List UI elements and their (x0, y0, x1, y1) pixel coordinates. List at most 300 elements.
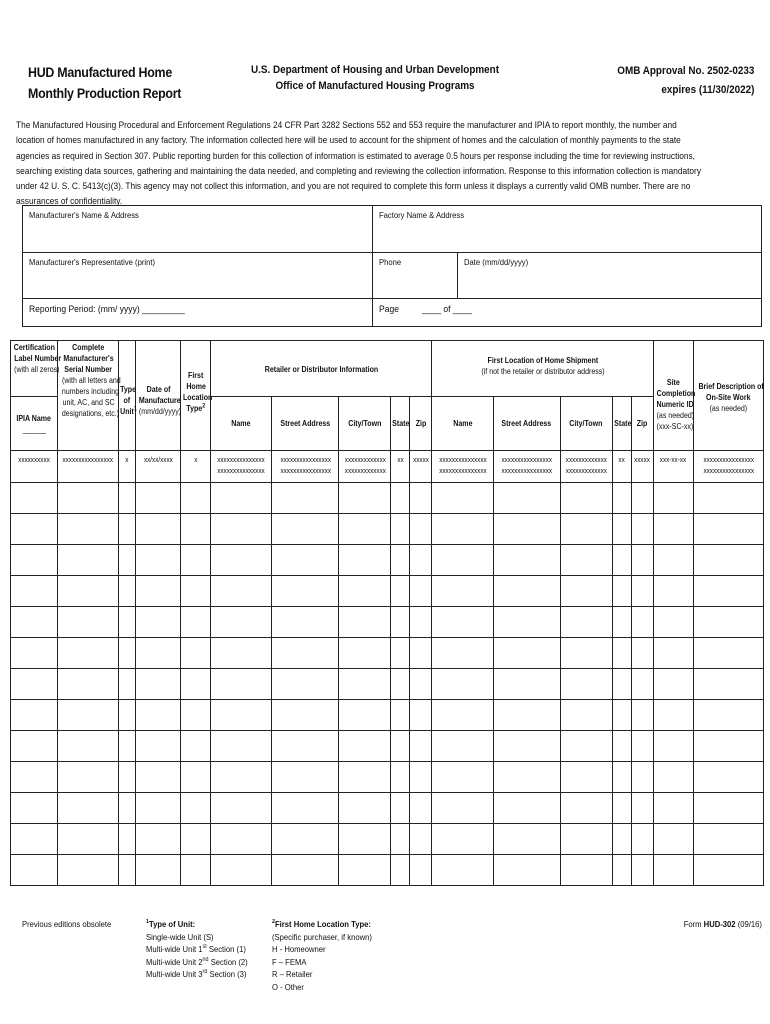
table-cell[interactable] (410, 855, 432, 886)
table-cell[interactable] (493, 483, 560, 514)
table-cell[interactable] (136, 514, 181, 545)
table-cell[interactable] (136, 731, 181, 762)
table-cell[interactable] (181, 638, 211, 669)
table-cell[interactable] (211, 483, 272, 514)
table-cell[interactable] (11, 855, 58, 886)
manufacturer-name-field[interactable] (23, 206, 373, 253)
table-cell[interactable] (693, 793, 763, 824)
table-cell[interactable] (211, 762, 272, 793)
site-header-l2: Completion (656, 389, 696, 398)
table-cell[interactable] (339, 824, 391, 855)
site-header-l3: Numeric ID (656, 400, 694, 409)
table-cell[interactable] (432, 700, 493, 731)
table-cell[interactable] (136, 483, 181, 514)
loc-legend-retailer: R – Retailer (272, 969, 313, 979)
type-of-unit-legend (146, 918, 259, 981)
table-cell[interactable] (136, 855, 181, 886)
table-row (11, 607, 764, 638)
table-cell[interactable] (339, 669, 391, 700)
retailer-name-label: Name (231, 419, 251, 428)
table-cell[interactable] (653, 762, 693, 793)
table-cell[interactable] (119, 700, 136, 731)
table-cell[interactable] (211, 793, 272, 824)
table-cell[interactable] (410, 607, 432, 638)
table-cell[interactable] (11, 700, 58, 731)
table-cell[interactable] (432, 855, 493, 886)
table-cell[interactable] (339, 700, 391, 731)
serial-header-l1: Complete (72, 343, 105, 352)
form-number (675, 918, 762, 931)
table-cell[interactable] (631, 607, 653, 638)
table-cell[interactable] (272, 762, 339, 793)
burden-statement: The Manufactured Housing Procedural and Enforcement Regulations 24 CFR Part 3282 Sections 552 and 553 require the manufacturer and IPIA to report monthly, the number and location of homes manufactured in any factory. The information collected here will be used to account for the shipment of homes and the calculation of monthly payments to the state agencies as required in Section 307. Public reporting burden for this collection of information is estimated to average 0.5 hours per response including the time for reviewing instructions, searching existing data sources, gathering and maintaining the data needed, and completing and reviewing the collection information. Response to this information collection is mandatory under 42 U. S. C. 5413(c)(3). This agency may not collect this information, and you are not required to complete this form unless it displays a currently valid OMB number. There are no assurances of confidentiality. (16, 120, 701, 207)
example-retailer-state-text: xx (397, 455, 404, 464)
table-cell[interactable] (432, 824, 493, 855)
table-cell[interactable] (612, 855, 631, 886)
example-retailer-name-2: xxxxxxxxxxxxxxx (217, 466, 265, 475)
table-cell[interactable] (631, 762, 653, 793)
table-cell[interactable] (136, 607, 181, 638)
table-cell[interactable] (136, 700, 181, 731)
table-cell[interactable] (136, 576, 181, 607)
retailer-zip-header (410, 397, 432, 451)
cert-header-l3: (with all zeros) (14, 365, 60, 374)
table-cell[interactable] (631, 545, 653, 576)
table-cell[interactable] (339, 762, 391, 793)
table-cell[interactable] (339, 607, 391, 638)
table-cell[interactable] (58, 793, 119, 824)
table-cell[interactable] (631, 824, 653, 855)
table-cell[interactable] (339, 638, 391, 669)
table-cell[interactable] (339, 731, 391, 762)
table-cell[interactable] (272, 638, 339, 669)
table-cell[interactable] (612, 824, 631, 855)
example-shipment-name-1: xxxxxxxxxxxxxxx (438, 455, 487, 464)
table-cell[interactable] (339, 855, 391, 886)
example-shipment-name-2: xxxxxxxxxxxxxxx (438, 466, 487, 475)
date-field[interactable] (458, 253, 762, 299)
retailer-zip-label: Zip (415, 419, 427, 428)
table-cell[interactable] (272, 514, 339, 545)
table-cell[interactable] (560, 514, 612, 545)
table-cell[interactable] (693, 514, 763, 545)
table-cell[interactable] (391, 638, 410, 669)
table-cell[interactable] (560, 793, 612, 824)
table-cell[interactable] (560, 700, 612, 731)
representative-field[interactable] (23, 253, 373, 299)
table-cell[interactable] (136, 545, 181, 576)
table-cell[interactable] (58, 545, 119, 576)
omb-expires: expires (11/30/2022) (660, 84, 754, 96)
table-cell[interactable] (493, 793, 560, 824)
table-cell[interactable] (272, 576, 339, 607)
table-cell[interactable] (493, 855, 560, 886)
table-row (11, 700, 764, 731)
table-cell[interactable] (653, 700, 693, 731)
serial-header-l6: unit, AC, and SC (62, 398, 115, 407)
table-cell[interactable] (58, 669, 119, 700)
table-cell[interactable] (410, 669, 432, 700)
table-cell[interactable] (693, 855, 763, 886)
brief-description-header (693, 341, 763, 451)
table-cell[interactable] (211, 545, 272, 576)
table-cell[interactable] (58, 576, 119, 607)
table-cell[interactable] (560, 638, 612, 669)
table-cell[interactable] (391, 855, 410, 886)
table-cell[interactable] (560, 576, 612, 607)
example-shipment-street (493, 451, 560, 483)
table-cell[interactable] (181, 855, 211, 886)
table-cell[interactable] (612, 576, 631, 607)
table-cell[interactable] (11, 607, 58, 638)
table-cell[interactable] (410, 545, 432, 576)
table-cell[interactable] (410, 483, 432, 514)
table-cell[interactable] (119, 607, 136, 638)
table-cell[interactable] (211, 638, 272, 669)
table-cell[interactable] (631, 514, 653, 545)
table-cell[interactable] (272, 855, 339, 886)
table-cell[interactable] (181, 762, 211, 793)
table-cell[interactable] (493, 700, 560, 731)
form-title (28, 62, 181, 104)
shipment-state-label: State (613, 419, 632, 428)
retailer-city-header (339, 397, 391, 451)
table-cell[interactable] (11, 762, 58, 793)
table-cell[interactable] (272, 669, 339, 700)
table-cell[interactable] (493, 545, 560, 576)
table-cell[interactable] (272, 793, 339, 824)
example-retailer-name-1: xxxxxxxxxxxxxxx (217, 455, 265, 464)
example-serial-text: xxxxxxxxxxxxxxxx (62, 455, 114, 464)
serial-header-l7: designations, etc.) (61, 409, 120, 418)
table-cell[interactable] (693, 607, 763, 638)
table-cell[interactable] (653, 669, 693, 700)
table-row (11, 855, 764, 886)
table-cell[interactable] (560, 545, 612, 576)
table-cell[interactable] (136, 824, 181, 855)
table-cell[interactable] (339, 514, 391, 545)
table-cell[interactable] (119, 576, 136, 607)
table-cell[interactable] (432, 514, 493, 545)
table-cell[interactable] (432, 669, 493, 700)
table-row (11, 638, 764, 669)
table-cell[interactable] (119, 545, 136, 576)
table-cell[interactable] (493, 824, 560, 855)
example-brief-2: xxxxxxxxxxxxxxxx (703, 466, 754, 475)
factory-name-field[interactable] (373, 206, 762, 253)
table-cell[interactable] (136, 762, 181, 793)
form-title-line2: Monthly Production Report (28, 86, 182, 101)
table-cell[interactable] (560, 483, 612, 514)
table-cell[interactable] (58, 731, 119, 762)
type-header-l3: Unit (120, 407, 134, 416)
table-cell[interactable] (560, 855, 612, 886)
table-cell[interactable] (410, 793, 432, 824)
table-cell[interactable] (410, 762, 432, 793)
table-cell[interactable] (693, 669, 763, 700)
table-cell[interactable] (612, 669, 631, 700)
table-cell[interactable] (339, 576, 391, 607)
table-cell[interactable] (119, 793, 136, 824)
table-cell[interactable] (410, 731, 432, 762)
table-cell[interactable] (493, 638, 560, 669)
table-cell[interactable] (211, 824, 272, 855)
table-cell[interactable] (612, 762, 631, 793)
table-cell[interactable] (58, 762, 119, 793)
table-cell[interactable] (612, 545, 631, 576)
table-cell[interactable] (181, 824, 211, 855)
table-cell[interactable] (119, 483, 136, 514)
table-cell[interactable] (693, 824, 763, 855)
previous-editions-text: Previous editions obsolete (22, 919, 112, 929)
table-cell[interactable] (493, 576, 560, 607)
page-of: ____ of ____ (421, 304, 472, 315)
table-cell[interactable] (410, 514, 432, 545)
table-cell[interactable] (211, 669, 272, 700)
shipment-state-header (612, 397, 631, 451)
table-cell[interactable] (631, 669, 653, 700)
table-cell[interactable] (391, 669, 410, 700)
table-cell[interactable] (653, 576, 693, 607)
table-cell[interactable] (272, 824, 339, 855)
table-cell[interactable] (391, 514, 410, 545)
table-cell[interactable] (631, 731, 653, 762)
table-cell[interactable] (693, 483, 763, 514)
table-cell[interactable] (631, 793, 653, 824)
table-cell[interactable] (181, 731, 211, 762)
table-cell[interactable] (272, 483, 339, 514)
table-cell[interactable] (391, 607, 410, 638)
cert-label-header (11, 341, 62, 397)
table-cell[interactable] (391, 576, 410, 607)
table-cell[interactable] (181, 669, 211, 700)
table-cell[interactable] (211, 700, 272, 731)
table-cell[interactable] (11, 638, 58, 669)
example-retailer-city (339, 451, 391, 483)
example-shipment-name (432, 451, 493, 483)
cert-header-l2: Label Number (14, 354, 62, 363)
table-cell[interactable] (272, 545, 339, 576)
table-row (11, 545, 764, 576)
table-cell[interactable] (11, 545, 58, 576)
table-cell[interactable] (560, 731, 612, 762)
table-cell[interactable] (560, 762, 612, 793)
shipment-city-header (560, 397, 612, 451)
loc-legend-specific: (Specific purchaser, if known) (272, 931, 372, 942)
shipment-city-label: City/Town (569, 419, 603, 428)
table-cell[interactable] (11, 483, 58, 514)
table-cell[interactable] (181, 700, 211, 731)
table-cell[interactable] (631, 483, 653, 514)
table-row (11, 576, 764, 607)
table-cell[interactable] (612, 700, 631, 731)
table-cell[interactable] (58, 514, 119, 545)
table-cell[interactable] (631, 700, 653, 731)
first-header-l2: Home (185, 381, 206, 391)
example-retailer-city-1: xxxxxxxxxxxxx (344, 455, 386, 464)
table-cell[interactable] (560, 669, 612, 700)
table-cell[interactable] (612, 607, 631, 638)
table-cell[interactable] (272, 607, 339, 638)
home-location-legend (272, 918, 383, 993)
loc-legend-other: O - Other (272, 981, 304, 992)
table-cell[interactable] (119, 731, 136, 762)
table-cell[interactable] (272, 700, 339, 731)
table-cell[interactable] (612, 514, 631, 545)
table-cell[interactable] (493, 607, 560, 638)
table-cell[interactable] (560, 824, 612, 855)
table-cell[interactable] (119, 669, 136, 700)
table-cell[interactable] (693, 762, 763, 793)
table-cell[interactable] (653, 855, 693, 886)
table-cell[interactable] (391, 483, 410, 514)
table-cell[interactable] (181, 483, 211, 514)
example-location-type (181, 451, 211, 483)
table-cell[interactable] (58, 607, 119, 638)
table-cell[interactable] (391, 762, 410, 793)
table-cell[interactable] (58, 700, 119, 731)
table-cell[interactable] (410, 824, 432, 855)
table-cell[interactable] (612, 731, 631, 762)
example-shipment-street-1: xxxxxxxxxxxxxxxx (501, 455, 552, 464)
production-table (10, 340, 764, 886)
table-cell[interactable] (119, 638, 136, 669)
table-cell[interactable] (493, 762, 560, 793)
serial-header-l2: Manufacturer's (62, 354, 114, 363)
table-cell[interactable] (181, 514, 211, 545)
shipment-header-l2: (if not the retailer or distributor address) (480, 367, 605, 376)
table-cell[interactable] (631, 576, 653, 607)
table-cell[interactable] (391, 545, 410, 576)
table-cell[interactable] (119, 855, 136, 886)
table-cell[interactable] (58, 824, 119, 855)
table-cell[interactable] (560, 607, 612, 638)
table-cell[interactable] (653, 731, 693, 762)
table-cell[interactable] (410, 700, 432, 731)
manufacturer-name-label: Manufacturer's Name & Address (29, 210, 139, 220)
table-cell[interactable] (432, 607, 493, 638)
table-cell[interactable] (11, 731, 58, 762)
table-row (11, 731, 764, 762)
first-header-l3: Location (183, 392, 213, 402)
table-cell[interactable] (493, 731, 560, 762)
table-cell[interactable] (653, 483, 693, 514)
table-cell[interactable] (612, 638, 631, 669)
shipment-street-label: Street Address (501, 419, 552, 428)
table-cell[interactable] (693, 545, 763, 576)
omb-approval: OMB Approval No. 2502-0233 (616, 65, 754, 77)
table-cell[interactable] (58, 483, 119, 514)
table-cell[interactable] (181, 545, 211, 576)
table-cell[interactable] (432, 638, 493, 669)
table-cell[interactable] (653, 607, 693, 638)
example-shipment-city-2: xxxxxxxxxxxxx (565, 466, 607, 475)
table-cell[interactable] (631, 855, 653, 886)
table-cell[interactable] (136, 669, 181, 700)
table-cell[interactable] (211, 855, 272, 886)
table-cell[interactable] (136, 638, 181, 669)
table-cell[interactable] (432, 762, 493, 793)
page-field[interactable] (373, 299, 762, 326)
table-cell[interactable] (410, 576, 432, 607)
table-cell[interactable] (693, 576, 763, 607)
table-cell[interactable] (181, 793, 211, 824)
table-cell[interactable] (339, 793, 391, 824)
serial-header-l5: numbers including (61, 387, 120, 396)
table-cell[interactable] (136, 793, 181, 824)
table-cell[interactable] (119, 514, 136, 545)
table-cell[interactable] (612, 483, 631, 514)
table-cell[interactable] (272, 731, 339, 762)
reporting-period-field[interactable] (23, 299, 373, 326)
table-cell[interactable] (11, 514, 58, 545)
serial-header-l3: Serial Number (64, 365, 112, 374)
table-cell[interactable] (119, 824, 136, 855)
table-cell[interactable] (432, 793, 493, 824)
table-cell[interactable] (693, 731, 763, 762)
form-id: HUD-302 (703, 919, 736, 929)
unit-legend-sup: 1 (146, 919, 150, 926)
example-retailer-street-2: xxxxxxxxxxxxxxxx (279, 466, 331, 475)
table-cell[interactable] (493, 669, 560, 700)
table-cell[interactable] (339, 545, 391, 576)
table-cell[interactable] (693, 638, 763, 669)
example-brief (693, 451, 763, 483)
table-cell[interactable] (211, 731, 272, 762)
table-cell[interactable] (432, 483, 493, 514)
table-cell[interactable] (653, 514, 693, 545)
ipia-header-l1: IPIA Name (16, 414, 52, 423)
example-loc-text: x (194, 455, 198, 464)
table-cell[interactable] (211, 607, 272, 638)
table-cell[interactable] (493, 514, 560, 545)
table-cell[interactable] (653, 824, 693, 855)
table-cell[interactable] (391, 700, 410, 731)
table-cell[interactable] (653, 793, 693, 824)
factory-name-label: Factory Name & Address (379, 210, 465, 220)
table-cell[interactable] (11, 576, 58, 607)
table-cell[interactable] (11, 824, 58, 855)
table-cell[interactable] (612, 793, 631, 824)
unit-legend-multi1-sup: st (202, 944, 207, 951)
unit-legend-multi1-a: Multi-wide Unit 1 (146, 944, 203, 954)
table-cell[interactable] (11, 669, 58, 700)
table-cell[interactable] (211, 514, 272, 545)
phone-field[interactable] (373, 253, 458, 299)
table-cell[interactable] (391, 793, 410, 824)
table-cell[interactable] (119, 762, 136, 793)
table-cell[interactable] (693, 700, 763, 731)
table-cell[interactable] (391, 731, 410, 762)
table-cell[interactable] (432, 545, 493, 576)
table-cell[interactable] (432, 731, 493, 762)
table-cell[interactable] (58, 638, 119, 669)
table-cell[interactable] (432, 576, 493, 607)
table-cell[interactable] (11, 793, 58, 824)
table-cell[interactable] (391, 824, 410, 855)
table-cell[interactable] (58, 855, 119, 886)
table-cell[interactable] (653, 545, 693, 576)
table-cell[interactable] (631, 638, 653, 669)
table-cell[interactable] (181, 576, 211, 607)
table-cell[interactable] (339, 483, 391, 514)
site-header-l5: (xxx-SC-xx) (656, 422, 694, 431)
site-completion-header (653, 341, 696, 451)
table-cell[interactable] (410, 638, 432, 669)
table-cell[interactable] (653, 638, 693, 669)
table-cell[interactable] (181, 607, 211, 638)
table-cell[interactable] (211, 576, 272, 607)
